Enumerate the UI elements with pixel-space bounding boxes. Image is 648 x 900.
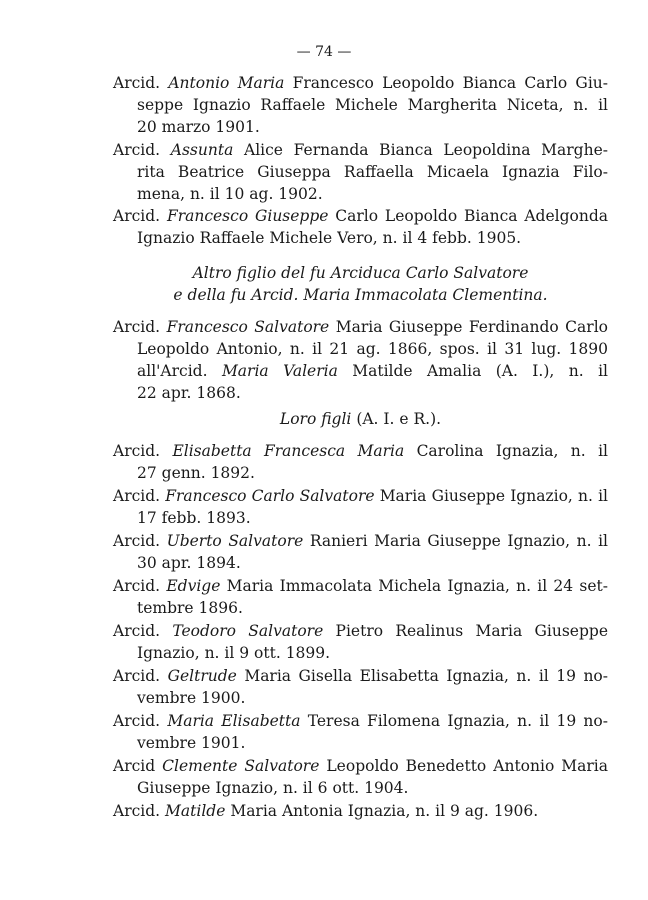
section-heading-line-2: e della fu Arcid. Maria Immacolata Clementina. [173,286,548,304]
child-edvige-line-2: tembre 1896. [137,599,243,617]
entry-antonio-line-3: 20 marzo 1901. [137,118,260,136]
entry-francesco-salvatore-line-2: Leopoldo Antonio, n. il 21 ag. 1866, spos. il 31 lug. 1890 [137,340,608,358]
entry-francesco-giuseppe-line-2: Ignazio Raffaele Michele Vero, n. il 4 febb. 1905. [137,229,522,247]
entry-assunta-line-2: rita Beatrice Giuseppa Raffaella Micaela Ignazia Filo- [137,163,608,181]
child-francesco-carlo-line-1: Arcid. Francesco Carlo Salvatore Maria Giuseppe Ignazio, n. il [113,487,608,505]
child-elisabetta-line-1: Arcid. Elisabetta Francesca Maria Carolina Ignazia, n. il [113,442,608,460]
page-number: — 74 — [296,44,352,60]
child-maria-elisabetta-line-2: vembre 1901. [137,734,246,752]
entry-francesco-giuseppe-line-1: Arcid. Francesco Giuseppe Carlo Leopoldo Bianca Adelgonda [113,207,608,225]
children-heading: Loro figli (A. I. e R.). [279,410,442,428]
child-clemente-line-1: Arcid Clemente Salvatore Leopoldo Benedetto Antonio Maria [113,757,608,775]
entry-antonio-line-1: Arcid. Antonio Maria Francesco Leopoldo Bianca Carlo Giu- [113,74,608,92]
child-francesco-carlo-line-2: 17 febb. 1893. [137,509,251,527]
child-edvige-line-1: Arcid. Edvige Maria Immacolata Michela Ignazia, n. il 24 set- [113,577,608,595]
child-teodoro-line-1: Arcid. Teodoro Salvatore Pietro Realinus Maria Giuseppe [113,622,608,640]
child-geltrude-line-1: Arcid. Geltrude Maria Gisella Elisabetta Ignazia, n. il 19 no- [113,667,608,685]
entry-assunta-line-3: mena, n. il 10 ag. 1902. [137,185,323,203]
child-uberto-line-1: Arcid. Uberto Salvatore Ranieri Maria Giuseppe Ignazio, n. il [113,532,608,550]
entry-assunta-line-1: Arcid. Assunta Alice Fernanda Bianca Leopoldina Marghe- [113,141,608,159]
child-teodoro-line-2: Ignazio, n. il 9 ott. 1899. [137,644,331,662]
entry-francesco-salvatore-line-3: all'Arcid. Maria Valeria Matilde Amalia (A. I.), n. il [137,362,608,380]
child-uberto-line-2: 30 apr. 1894. [137,554,241,572]
child-geltrude-line-2: vembre 1900. [137,689,246,707]
child-matilde-line-1: Arcid. Matilde Maria Antonia Ignazia, n. il 9 ag. 1906. [113,802,539,820]
entry-francesco-salvatore-line-4: 22 apr. 1868. [137,384,241,402]
entry-antonio-line-2: seppe Ignazio Raffaele Michele Margherita Niceta, n. il [137,96,608,114]
child-clemente-line-2: Giuseppe Ignazio, n. il 6 ott. 1904. [137,779,409,797]
child-elisabetta-line-2: 27 genn. 1892. [137,464,255,482]
child-maria-elisabetta-line-1: Arcid. Maria Elisabetta Teresa Filomena Ignazia, n. il 19 no- [113,712,608,730]
section-heading-line-1: Altro figlio del fu Arciduca Carlo Salvatore [192,264,529,282]
entry-francesco-salvatore-line-1: Arcid. Francesco Salvatore Maria Giuseppe Ferdinando Carlo [113,318,608,336]
